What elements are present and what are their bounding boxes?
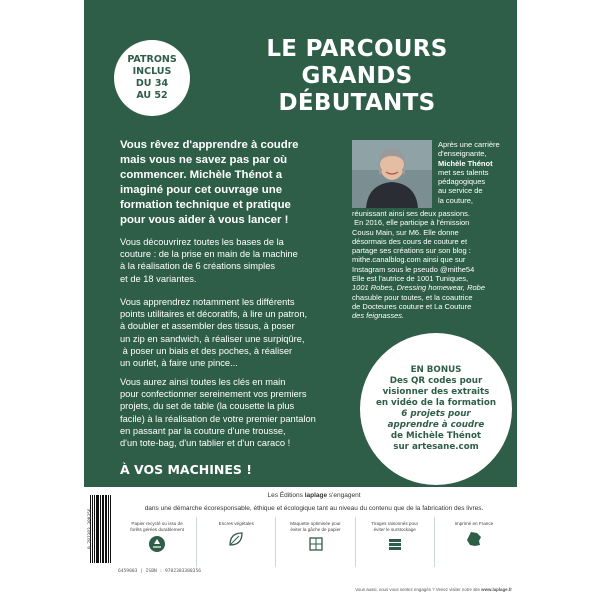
bio-line: d'enseignante, xyxy=(438,149,487,159)
engagement-strip xyxy=(84,487,517,599)
engagement-item-text: Papier recyclé ou issu de forêts gérées durablement xyxy=(130,521,184,532)
body-line: Vous découvrirez toutes les bases de la xyxy=(120,237,284,247)
badge-line: DU 34 xyxy=(135,78,169,89)
body-line: à la réalisation de 6 créations simples xyxy=(120,261,276,272)
engagement-item-text: Encres végétales xyxy=(218,521,254,526)
bio-line: Elle est l'autrice de 1001 Tuniques, xyxy=(352,274,469,284)
engagement-footer xyxy=(334,587,512,592)
engagement-heading-pre: Les Éditions xyxy=(267,492,305,499)
bio-line: désormais des cours de couture et xyxy=(352,236,468,246)
bonus-line: visionner des extraits xyxy=(382,387,490,397)
recycle-icon xyxy=(148,535,166,553)
engagement-item xyxy=(435,517,513,567)
badge-line: INCLUS xyxy=(132,66,172,77)
intro-line: pour vous aider à vous lancer ! xyxy=(120,214,289,226)
body-line: couture : de la prise en main de la machine xyxy=(120,249,298,260)
body-line: Vous apprendrez notamment les différents xyxy=(120,297,295,307)
bonus-badge xyxy=(360,333,512,485)
engagement-item-text: Imprimé en France xyxy=(454,521,494,526)
engagement-statement: dans une démarche écoresponsable, éthique et écologique tant au niveau du contenu que de la fabrication des livres. xyxy=(144,505,484,512)
body-line: d'un tote-bag, d'un tablier et d'un caraco ! xyxy=(120,438,291,449)
book-title xyxy=(192,36,517,117)
intro-line: formation technique et pratique xyxy=(120,199,291,211)
bio-line: 1001 Robes, Dressing homewear, Robe xyxy=(352,283,485,293)
engagement-heading-post: s'engagent xyxy=(327,492,361,499)
body-line: en passant par la couture d'une trousse, xyxy=(120,425,286,436)
isbn-number: 9 782383 380356 xyxy=(88,508,93,550)
body-line: pour confectionner sereinement vos premiers xyxy=(120,389,307,400)
back-cover xyxy=(84,0,517,599)
badge-line: PATRONS xyxy=(127,54,177,65)
author-bio xyxy=(352,209,512,321)
product-codes: 6459003 | ISBN : 9782383380356 xyxy=(118,569,201,574)
bonus-line: EN BONUS xyxy=(410,365,462,375)
bonus-line: sur artesane.com xyxy=(393,442,479,452)
title-line: GRANDS xyxy=(301,63,413,89)
body-line: et de 18 variantes. xyxy=(120,273,197,284)
bio-line: chasuble pour toutes, et la coautrice xyxy=(352,292,473,302)
body-paragraph-2 xyxy=(120,296,350,369)
engagement-item xyxy=(118,517,197,567)
body-line: Vous aurez ainsi toutes les clés en main xyxy=(120,377,286,387)
france-map-icon xyxy=(465,530,483,548)
intro-line: commencer. Michèle Thénot a xyxy=(120,169,283,181)
bio-line: réunissant ainsi ses deux passions. xyxy=(352,209,470,218)
engagement-footer-text: Vous aussi, vous vous sentez engagés ? Venez visiter notre site xyxy=(355,587,482,592)
bio-line: pédagogiques xyxy=(438,177,486,187)
body-paragraph-3 xyxy=(120,376,350,449)
publisher-website-link[interactable]: www.laplage.fr xyxy=(481,587,512,592)
bio-author-name: Michèle Thénot xyxy=(438,158,493,168)
bio-line: mithe.canalblog.com ainsi que sur xyxy=(352,255,466,265)
intro-paragraph xyxy=(120,138,352,228)
layout-icon xyxy=(307,535,325,553)
intro-line: Vous rêvez d'apprendre à coudre xyxy=(120,139,299,151)
body-line: facile) à la réalisation de votre premier pantalon xyxy=(120,413,316,424)
body-line: un zip en sandwich, à réaliser une surpiqûre, xyxy=(120,333,305,344)
closing-heading: À VOS MACHINES ! xyxy=(120,462,252,477)
body-line: à poser un biais et des poches, à réaliser xyxy=(120,345,293,356)
engagement-item-text: Tirages raisonnés pour éviter le surstockage xyxy=(371,521,419,532)
bio-line: au service de xyxy=(438,186,483,196)
body-line: points utilitaires et décoratifs, à lire un patron, xyxy=(120,309,308,320)
bio-line: met ses talents xyxy=(438,167,489,177)
publisher-logo-text: laplage xyxy=(304,492,328,499)
bonus-line: 6 projets pour xyxy=(401,409,471,419)
barcode xyxy=(90,495,112,563)
bio-line: En 2016, elle participe à l'émission xyxy=(352,218,470,228)
bio-line: partage ses créations sur son blog : xyxy=(352,246,471,256)
engagement-item xyxy=(276,517,355,567)
intro-line: mais vous ne savez pas par où xyxy=(120,154,288,166)
body-paragraph-1 xyxy=(120,236,350,285)
leaf-icon xyxy=(227,530,245,548)
patterns-badge xyxy=(114,40,190,116)
body-line: un ourlet, à faire une pince... xyxy=(120,358,238,369)
engagement-item xyxy=(356,517,435,567)
bio-line: la couture, xyxy=(438,195,474,205)
stack-icon xyxy=(386,535,404,553)
title-line: DÉBUTANTS xyxy=(278,90,436,116)
bio-line: de Docteures couture et La Couture xyxy=(352,301,472,311)
body-line: projets, du set de table (la cousette la plus xyxy=(120,401,295,412)
body-line: à doubler et assembler des tissus, à poser xyxy=(120,321,295,332)
intro-line: imaginé pour cet ouvrage une xyxy=(120,184,283,196)
author-photo-illustration xyxy=(352,140,432,208)
author-bio-intro xyxy=(438,140,517,205)
engagement-item-text: Maquette optimisée pour éviter la gâche de papier xyxy=(290,521,341,532)
bonus-line: apprendre à coudre xyxy=(387,420,485,430)
author-photo xyxy=(352,140,432,208)
engagement-items xyxy=(118,517,513,567)
title-line: LE PARCOURS xyxy=(266,36,448,62)
bio-line: des feignasses. xyxy=(352,311,405,321)
bonus-line: Des QR codes pour xyxy=(389,376,483,386)
bio-line: Cousu Main, sur M6. Elle donne xyxy=(352,227,459,237)
engagement-item xyxy=(197,517,276,567)
bio-line: Instagram sous le pseudo @mithe54 xyxy=(352,264,475,274)
bonus-line: en vidéo de la formation xyxy=(375,398,497,408)
badge-line: AU 52 xyxy=(136,90,168,101)
bio-line: Après une carrière xyxy=(438,140,500,149)
engagement-heading xyxy=(114,492,514,499)
bonus-line: de Michèle Thénot xyxy=(390,431,482,441)
